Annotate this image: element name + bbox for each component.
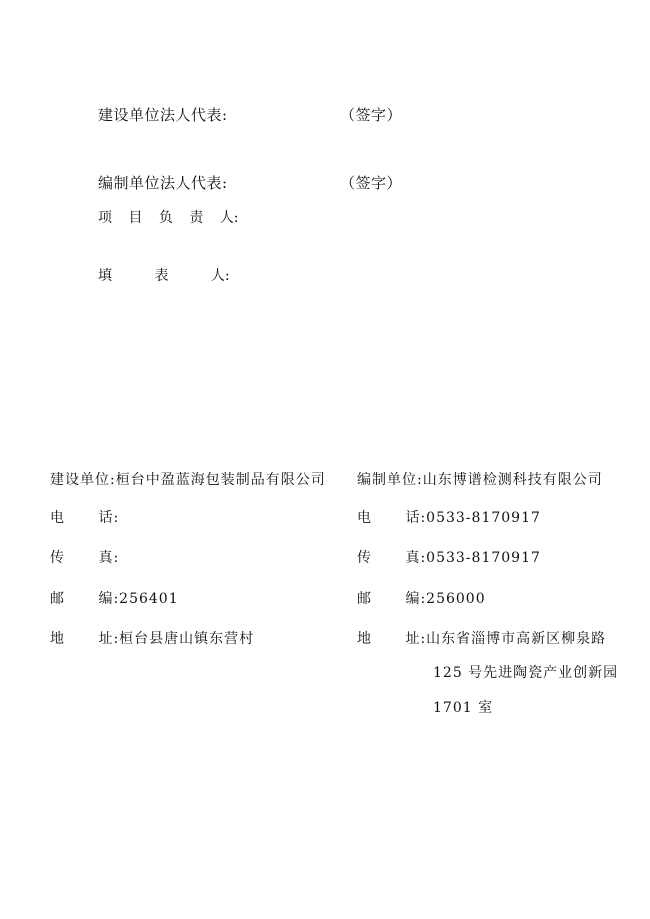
- form-filler-label: 填 表 人:: [98, 268, 230, 284]
- right-address-line3: 1701 室: [433, 700, 494, 716]
- project-lead-label: 项 目 负 责 人:: [98, 210, 239, 226]
- right-unit-value: 山东博谱检测科技有限公司: [422, 472, 603, 488]
- left-phone-label: 电 话:: [50, 510, 120, 526]
- left-unit-value: 桓台中盈蓝海包装制品有限公司: [115, 472, 326, 488]
- right-address-row: [357, 628, 606, 648]
- compiler-rep-signature: （签字）: [340, 174, 403, 192]
- right-unit-row: [357, 469, 603, 489]
- left-address-row: [50, 628, 254, 648]
- left-unit-label: 建设单位:: [50, 472, 116, 488]
- right-fax-row: [357, 547, 541, 567]
- left-postcode-row: [50, 588, 179, 608]
- construction-rep-signature: （签字）: [340, 106, 403, 124]
- right-fax-value: 0533-8170917: [426, 550, 541, 566]
- right-postcode-value: 256000: [426, 591, 486, 607]
- left-postcode-value: 256401: [119, 591, 179, 607]
- compiler-rep-label: 编制单位法人代表:: [98, 174, 228, 192]
- right-address-line2: 125 号先进陶瓷产业创新园: [433, 665, 619, 681]
- right-phone-label: 电 话:: [357, 510, 427, 526]
- left-unit-row: [50, 469, 326, 489]
- right-postcode-label: 邮 编:: [357, 591, 427, 607]
- right-phone-row: [357, 507, 541, 527]
- left-address-label: 地 址:: [50, 631, 120, 647]
- right-phone-value: 0533-8170917: [426, 510, 541, 526]
- right-address-label: 地 址:: [357, 631, 427, 647]
- left-fax-row: [50, 547, 119, 567]
- right-fax-label: 传 真:: [357, 550, 427, 566]
- right-address-line1: 山东省淄博市高新区柳泉路: [426, 631, 607, 647]
- left-postcode-label: 邮 编:: [50, 591, 120, 607]
- left-phone-row: [50, 507, 119, 527]
- right-unit-label: 编制单位:: [357, 472, 423, 488]
- construction-rep-label: 建设单位法人代表:: [98, 106, 228, 124]
- left-address-value: 桓台县唐山镇东营村: [119, 631, 255, 647]
- right-postcode-row: [357, 588, 486, 608]
- left-fax-label: 传 真:: [50, 550, 120, 566]
